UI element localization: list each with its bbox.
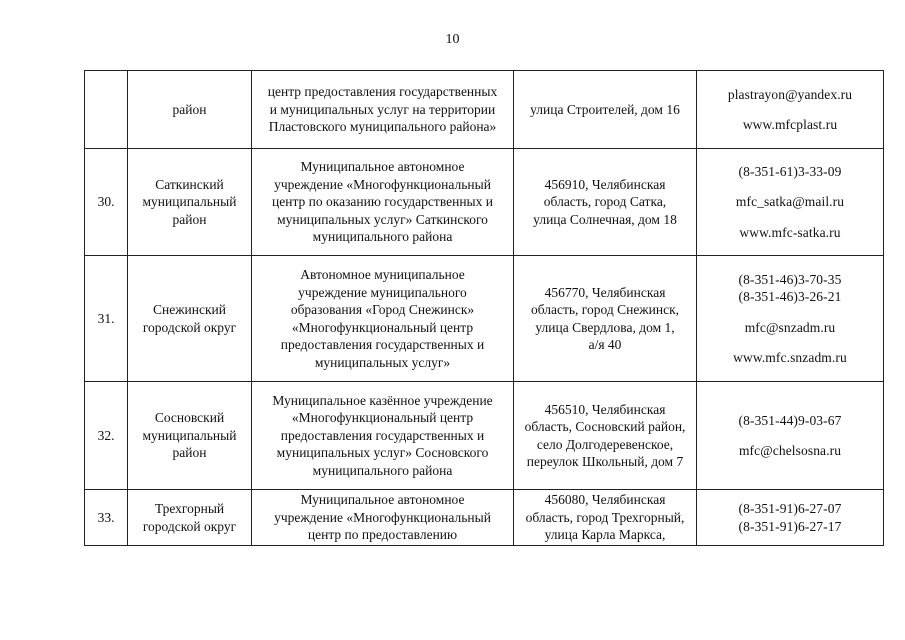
text-line: а/я 40 (588, 337, 622, 352)
contact-line: www.mfc.snzadm.ru (733, 350, 847, 365)
table-row (85, 71, 884, 149)
contact-line: (8-351-44)9-03-67 (738, 412, 842, 428)
text-line: область, Сосновский район, (524, 419, 686, 434)
contacts-cell (697, 490, 884, 546)
address-cell (514, 71, 697, 149)
row-number-cell: 32. (85, 382, 128, 490)
text-line: центр по оказанию государственных и (272, 194, 493, 210)
text-line: муниципального района (312, 462, 453, 478)
contact-line: plastrayon@yandex.ru (727, 86, 853, 102)
text-line: муниципальный (142, 194, 237, 210)
district-name-cell (128, 256, 252, 382)
contacts-cell (697, 256, 884, 382)
contact-line: (8-351-46)3-26-21 (738, 289, 842, 304)
contact-spacer (700, 103, 880, 116)
contact-spacer (700, 306, 880, 319)
text-line: Сосновский (154, 410, 225, 426)
text-line: муниципального района (312, 229, 453, 245)
row-number-cell: 31. (85, 256, 128, 382)
text-line: 456910, Челябинская (544, 176, 666, 192)
district-name-cell (128, 71, 252, 149)
text-line: предоставления государственных и (280, 337, 485, 352)
text-line: учреждение муниципального (298, 284, 467, 300)
district-name-cell (128, 490, 252, 546)
row-number-cell: 30. (85, 149, 128, 256)
text-line: область, город Трехгорный, (525, 509, 685, 525)
organization-cell (252, 256, 514, 382)
address-cell (514, 256, 697, 382)
contact-spacer (700, 429, 880, 442)
contact-line: (8-351-61)3-33-09 (738, 163, 842, 179)
address-cell (514, 149, 697, 256)
contact-line: www.mfcplast.ru (742, 117, 838, 132)
text-line: муниципальных услуг» Сосновского (276, 445, 489, 461)
text-line: область, город Снежинск, (530, 302, 680, 317)
text-line: район (172, 445, 207, 461)
text-line: Трехгорный (154, 501, 225, 516)
district-name-cell (128, 382, 252, 490)
organization-cell (252, 149, 514, 256)
text-line: район (172, 101, 207, 117)
text-line: улица Строителей, дом 16 (530, 101, 680, 117)
address-cell (514, 382, 697, 490)
text-line: улица Солнечная, дом 18 (533, 211, 677, 227)
contact-line: mfc@snzadm.ru (744, 319, 836, 335)
page-number: 10 (445, 32, 460, 47)
contact-spacer (700, 336, 880, 349)
text-line: улица Свердлова, дом 1, (535, 319, 675, 335)
text-line: Пластовского муниципального района» (268, 119, 497, 135)
contact-line: (8-351-91)6-27-17 (738, 518, 842, 534)
text-line: учреждение «Многофункциональный (274, 176, 491, 192)
address-cell (514, 490, 697, 546)
contact-line: mfc@chelsosna.ru (738, 443, 842, 458)
table-row (85, 382, 884, 490)
table-row (85, 256, 884, 382)
text-line: центр предоставления государственных (267, 84, 498, 100)
text-line: Саткинский (155, 176, 224, 192)
text-line: «Многофункциональный центр (291, 410, 474, 426)
text-line: учреждение «Многофункциональный (274, 509, 491, 525)
mfc-directory-table (84, 70, 884, 546)
contact-line: mfc_satka@mail.ru (735, 194, 845, 210)
text-line: 456080, Челябинская (544, 492, 666, 508)
contacts-cell (697, 149, 884, 256)
text-line: муниципальных услуг» Саткинского (277, 211, 488, 227)
text-line: городской округ (142, 518, 237, 534)
text-line: муниципальный (142, 427, 237, 443)
text-line: 456770, Челябинская (544, 284, 666, 300)
table-body (85, 71, 884, 546)
text-line: городской округ (142, 319, 237, 335)
contacts-cell (697, 382, 884, 490)
text-line: Муниципальное автономное (300, 159, 465, 175)
contact-spacer (700, 180, 880, 193)
text-line: 456510, Челябинская (544, 401, 666, 417)
organization-cell (252, 382, 514, 490)
text-line: село Долгодеревенское, (536, 436, 674, 452)
contact-spacer (700, 211, 880, 224)
row-number-cell: 33. (85, 490, 128, 546)
text-line: Муниципальное автономное (300, 492, 465, 508)
text-line: улица Карла Маркса, (544, 527, 666, 543)
text-line: образования «Город Снежинск» (290, 302, 475, 317)
text-line: и муниципальных услуг на территории (269, 101, 496, 117)
district-name-cell (128, 149, 252, 256)
table-row (85, 490, 884, 546)
text-line: область, город Сатка, (543, 194, 667, 210)
contacts-cell (697, 71, 884, 149)
contact-line: (8-351-46)3-70-35 (738, 271, 842, 287)
table-row (85, 149, 884, 256)
text-line: Автономное муниципальное (300, 267, 465, 282)
text-line: «Многофункциональный центр (291, 319, 474, 335)
text-line: Снежинский (153, 302, 226, 317)
text-line: центр по предоставлению (307, 527, 458, 543)
row-number-cell (85, 71, 128, 149)
organization-cell (252, 71, 514, 149)
text-line: Муниципальное казённое учреждение (272, 392, 493, 408)
text-line: муниципальных услуг» (314, 354, 451, 370)
contact-line: (8-351-91)6-27-07 (738, 501, 842, 516)
contact-line: www.mfc-satka.ru (739, 224, 841, 240)
organization-cell (252, 490, 514, 546)
text-line: предоставления государственных и (280, 427, 485, 443)
text-line: район (172, 211, 207, 227)
text-line: переулок Школьный, дом 7 (526, 454, 684, 469)
